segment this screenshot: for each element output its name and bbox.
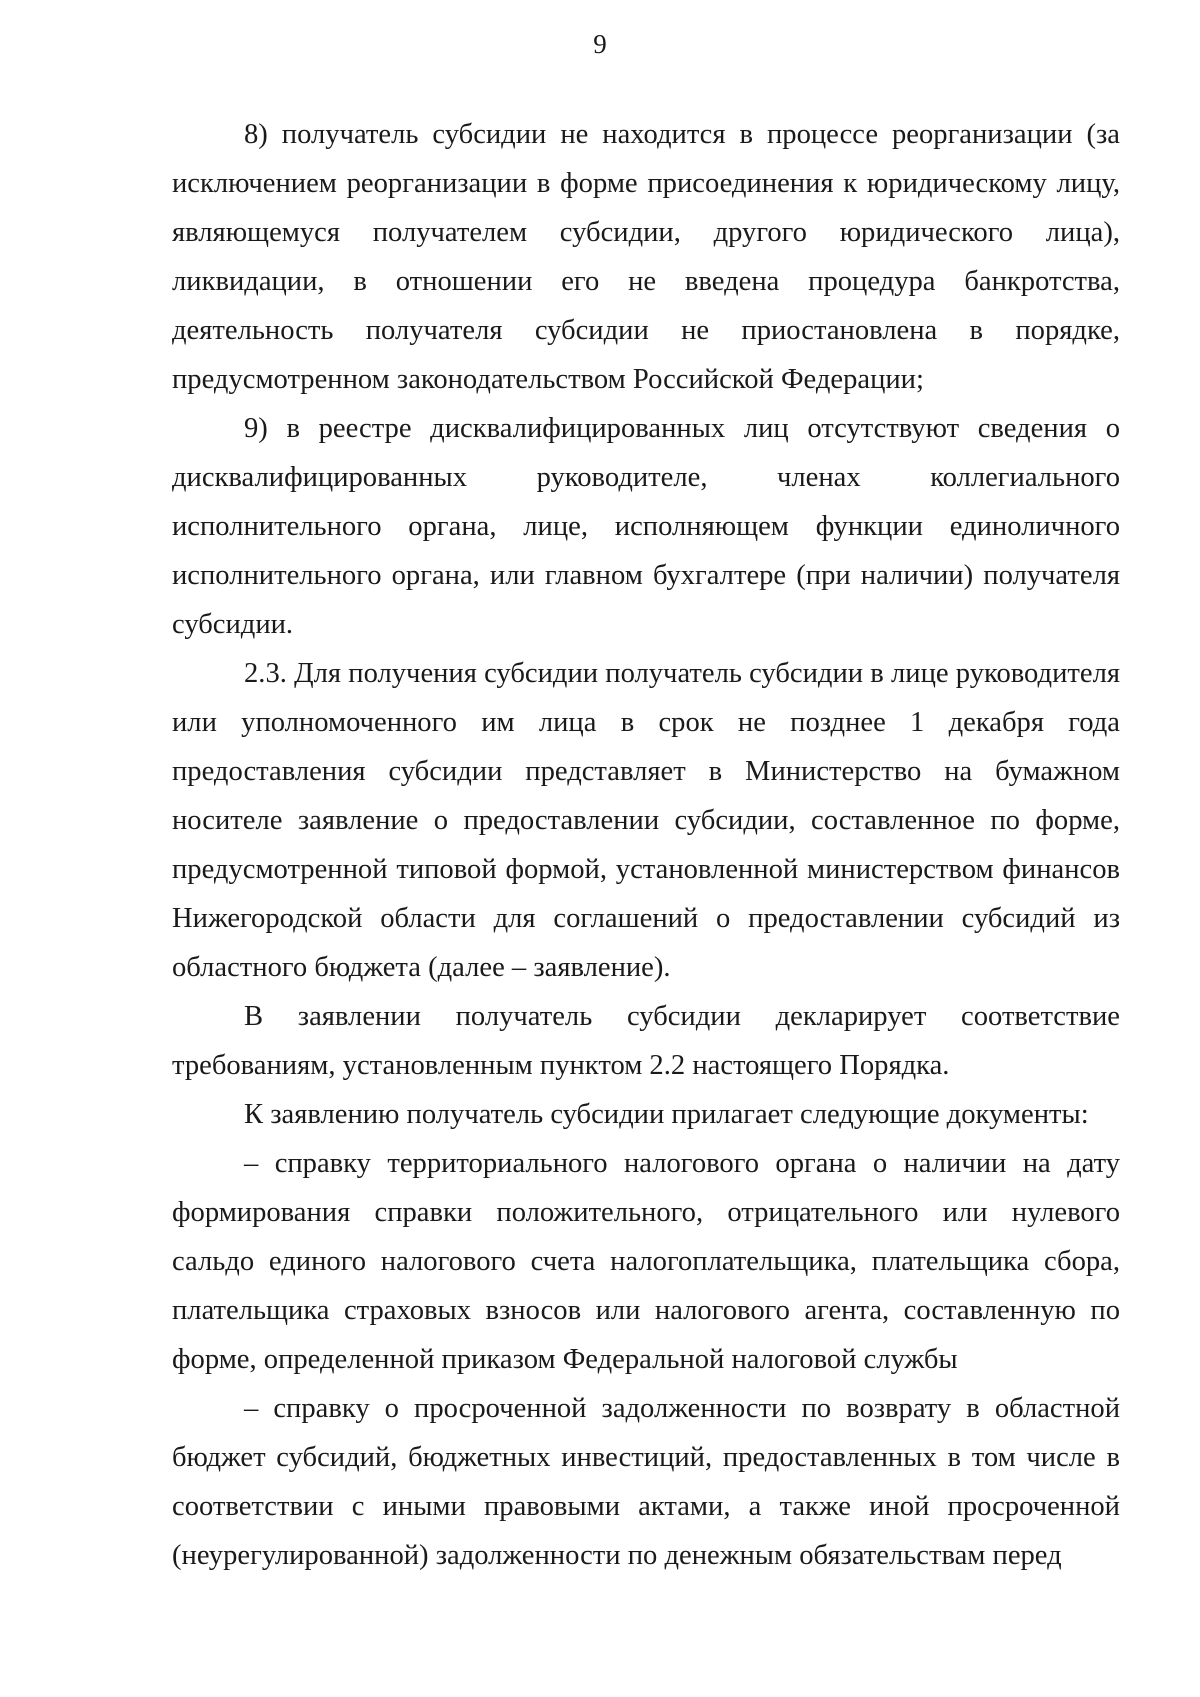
- paragraph-section-2-3: 2.3. Для получения субсидии получатель субсидии в лице руководителя или уполномоченного им лица в срок не позднее 1 декабря года предоставления субсидии представляет в Министерство на бумажном носителе заявление о предоставлении субсидии, составленное по форме, предусмотренной типовой формой, установленной министерством финансов Нижегородской области для соглашений о предоставлении субсидий из областного бюджета (далее – заявление).: [172, 658, 1120, 983]
- list-item-tax-certificate: – справку территориального налогового органа о наличии на дату формирования справки положительного, отрицательного или нулевого сальдо единого налогового счета налогоплательщика, плательщика сбора, плательщика страховых взносов или налогового агента, составленную по форме, определенной приказом Федеральной налоговой службы: [172, 1148, 1120, 1375]
- paragraph-item-9: 9) в реестре дисквалифицированных лиц отсутствуют сведения о дисквалифицированных руководителе, членах коллегиального исполнительного органа, лице, исполняющем функции единоличного исполнительного органа, или главном бухгалтере (при наличии) получателя субсидии.: [172, 413, 1120, 640]
- paragraph-item-8: 8) получатель субсидии не находится в процессе реорганизации (за исключением реорганизации в форме присоединения к юридическому лицу, являющемуся получателем субсидии, другого юридического лица), ликвидации, в отношении его не введена процедура банкротства, деятельность получателя субсидии не приостановлена в порядке, предусмотренном законодательством Российской Федерации;: [172, 119, 1120, 395]
- paragraph-attachments-intro: К заявлению получатель субсидии прилагает следующие документы:: [244, 1099, 1089, 1130]
- document-body: [172, 110, 1120, 1580]
- page-number: 9: [593, 29, 607, 59]
- paragraph-declaration: В заявлении получатель субсидии декларирует соответствие требованиям, установленным пунктом 2.2 настоящего Порядка.: [172, 1001, 1120, 1081]
- list-item-debt-certificate: – справку о просроченной задолженности по возврату в областной бюджет субсидий, бюджетных инвестиций, предоставленных в том числе в соответствии с иными правовыми актами, а также иной просроченной (неурегулированной) задолженности по денежным обязательствам перед: [172, 1393, 1120, 1571]
